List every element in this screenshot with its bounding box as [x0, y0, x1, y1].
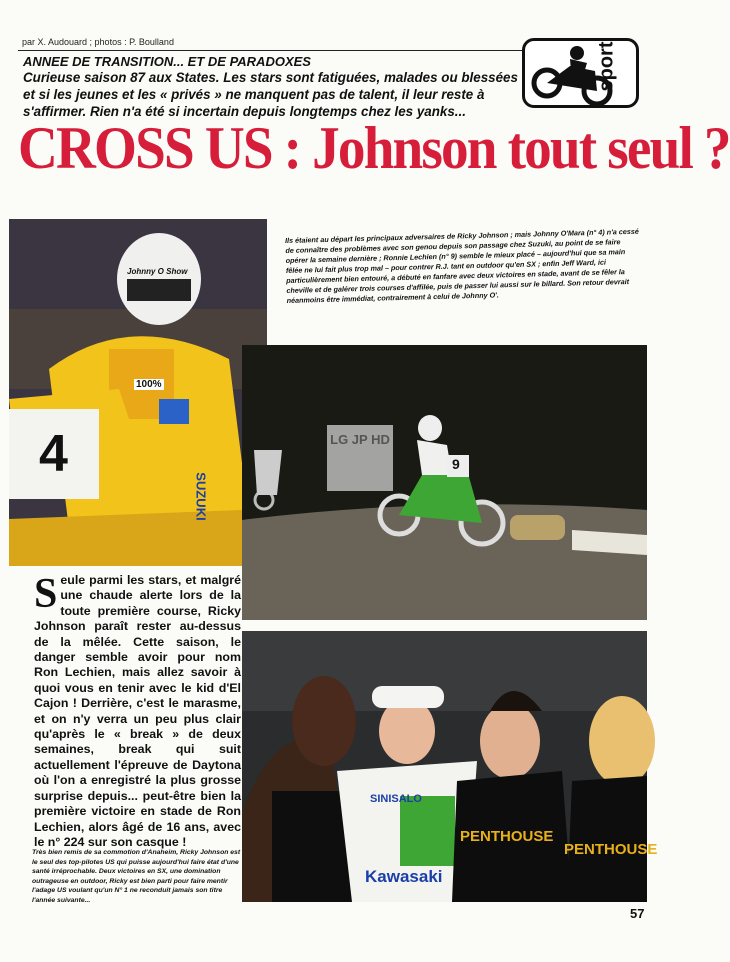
motocross-icon [525, 41, 642, 111]
photo-johnny-omara [9, 219, 267, 566]
bib-text: 100% [136, 379, 162, 390]
sponsor-text: SINISALO [370, 793, 422, 805]
jersey-brand-text: Kawasaki [365, 867, 443, 886]
page-number: 57 [630, 906, 645, 921]
dropcap: S [34, 571, 58, 617]
byline: par X. Audouard ; photos : P. Boulland [22, 37, 174, 47]
rider-number: 9 [452, 456, 460, 472]
rider-number: 4 [39, 425, 68, 483]
watermark: LG JP HD [327, 425, 393, 491]
photo-ron-lechien [242, 345, 647, 620]
caption-top: Ils étaient au départ les principaux adversaires de Ricky Johnson ; mais Johnny O'Mara (n° 4) n'a cessé de connaître des problèmes avec son genou depuis son passage chez Suzuki, au point de se faire opérer la semaine dernière ; Ronnie Lechien (n° 9) semble le mieux placé – aujourd'hui que sa main fêlée ne lui fait plus trop mal – pour contrer R.J. tant en outdoor qu'en SX ; enfin Jeff Ward, ici particulièrement bien entouré, a débuté en fanfare avec deux victoires en stade, avant de se fêler la cheville et de galérer trois courses d'affilée, puis de passer lui aussi sur le billard. Son retour devrait néanmoins être immédiat, contrairement à celui de Johnny O'. [285, 226, 639, 305]
article-body-text: eule parmi les stars, et malgré une chaude alerte lors de la toute première course, Ricky Johnson paraît rester au-dessus de la mêlée. Cette saison, le danger semble avoir pour nom Ron Lechien, mais allez savoir à quoi vous en tenir avec le kid d'El Cajon ! Derrière, c'est le marasme, et on n'y verra un peu plus clair qu'après le « break » de deux semaines, break qui suit actuellement l'épreuve de Daytona où l'on a enregistré la plus grosse surprise depuis... peut-être bien la première victoire en stade de Ron Lechien, alors âgé de 16 ans, avec le n° 224 sur son casque ! [34, 573, 241, 849]
shirt-text-right: PENTHOUSE [564, 841, 658, 858]
shirt-text-left: PENTHOUSE [460, 828, 554, 845]
header-rule [18, 50, 526, 51]
podium-illustration [242, 631, 647, 902]
rider-number-9-illustration [242, 345, 647, 620]
caption-bottom: Très bien remis de sa commotion d'Anaheim, Ricky Johnson est le seul des top-pilotes US qui puisse aujourd'hui faire état d'une santé irréprochable. Deux victoires en SX, une domination outrageuse en outdoor, Ricky est bien parti pour faire mentir l'adage US voulant qu'un N° 1 ne reconduit jamais son titre l'année suivante... [32, 849, 241, 904]
section-label: sport [595, 41, 618, 92]
headline: CROSS US : Johnson tout seul ? [18, 115, 730, 181]
standfirst: Curieuse saison 87 aux States. Les stars sont fatiguées, malades ou blessées et si les jeunes et les « privés » ne manquent pas de talent, il leur reste à s'affirmer. Rien n'a été si incertain depuis longtemps chez les yanks... [23, 70, 518, 119]
article-body [34, 573, 241, 850]
brand-text: SUZUKI [193, 472, 209, 521]
helmet-text: Johnny O Show [127, 267, 188, 276]
kicker: ANNEE DE TRANSITION... ET DE PARADOXES [23, 54, 311, 69]
sport-section-logo [522, 38, 639, 108]
photo-ricky-johnson [242, 631, 658, 902]
